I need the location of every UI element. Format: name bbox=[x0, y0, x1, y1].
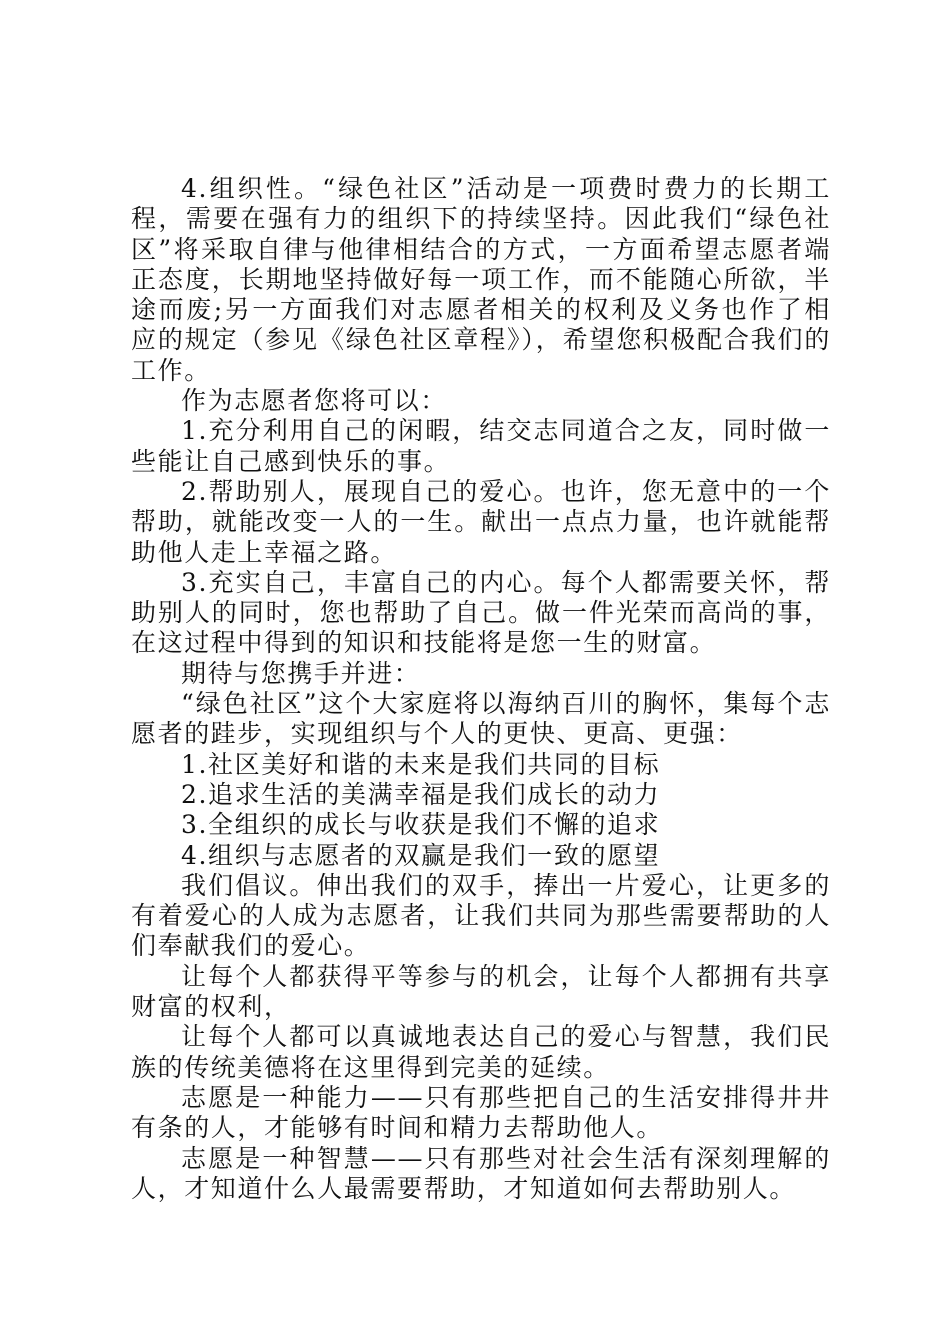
paragraph-proposal: 我们倡议。伸出我们的双手，捧出一片爱心，让更多的有着爱心的人成为志愿者，让我们共同为那些需要帮助的人们奉献我们的爱心。 bbox=[131, 870, 831, 961]
paragraph-goal-4: 4.组织与志愿者的双赢是我们一致的愿望 bbox=[181, 840, 661, 870]
paragraph-benefit-3: 3.充实自己，丰富自己的内心。每个人都需要关怀，帮助别人的同时，您也帮助了自己。做一件光荣而高尚的事，在这过程中得到的知识和技能将是您一生的财富。 bbox=[131, 567, 831, 658]
paragraph-express-love: 让每个人都可以真诚地表达自己的爱心与智慧，我们民族的传统美德将在这里得到完美的延续。 bbox=[131, 1022, 831, 1082]
paragraph-as-volunteer-heading: 作为志愿者您将可以： bbox=[181, 386, 448, 416]
paragraph-goal-1: 1.社区美好和谐的未来是我们共同的目标 bbox=[181, 749, 661, 779]
paragraph-volunteer-wisdom: 志愿是一种智慧——只有那些对社会生活有深刻理解的人，才知道什么人最需要帮助，才知道如何去帮助别人。 bbox=[131, 1143, 831, 1203]
paragraph-equal-opportunity: 让每个人都获得平等参与的机会，让每个人都拥有共享财富的权利， bbox=[131, 961, 831, 1022]
paragraph-volunteer-ability: 志愿是一种能力——只有那些把自己的生活安排得井井有条的人，才能够有时间和精力去帮助他人。 bbox=[131, 1082, 831, 1143]
document-body bbox=[131, 174, 831, 1204]
paragraph-organization: 4.组织性。“绿色社区”活动是一项费时费力的长期工程，需要在强有力的组织下的持续坚持。因此我们“绿色社区”将采取自律与他律相结合的方式，一方面希望志愿者端正态度，长期地坚持做好每一项工作，而不能随心所欲，半途而废;另一方面我们对志愿者相关的权利及义务也作了相应的规定（参见《绿色社区章程》），希望您积极配合我们的工作。 bbox=[131, 174, 831, 385]
paragraph-benefit-2: 2.帮助别人，展现自己的爱心。也许，您无意中的一个帮助，就能改变一人的一生。献出一点点力量，也许就能帮助他人走上幸福之路。 bbox=[131, 476, 831, 567]
paragraph-green-community-family: “绿色社区”这个大家庭将以海纳百川的胸怀，集每个志愿者的跬步，实现组织与个人的更快、更高、更强： bbox=[131, 689, 831, 749]
paragraph-goal-2: 2.追求生活的美满幸福是我们成长的动力 bbox=[181, 779, 661, 809]
paragraph-benefit-1: 1.充分利用自己的闲暇，结交志同道合之友，同时做一些能让自己感到快乐的事。 bbox=[131, 416, 831, 476]
paragraph-goal-3: 3.全组织的成长与收获是我们不懈的追求 bbox=[181, 810, 661, 840]
paragraph-hand-in-hand-heading: 期待与您携手并进： bbox=[181, 658, 421, 688]
